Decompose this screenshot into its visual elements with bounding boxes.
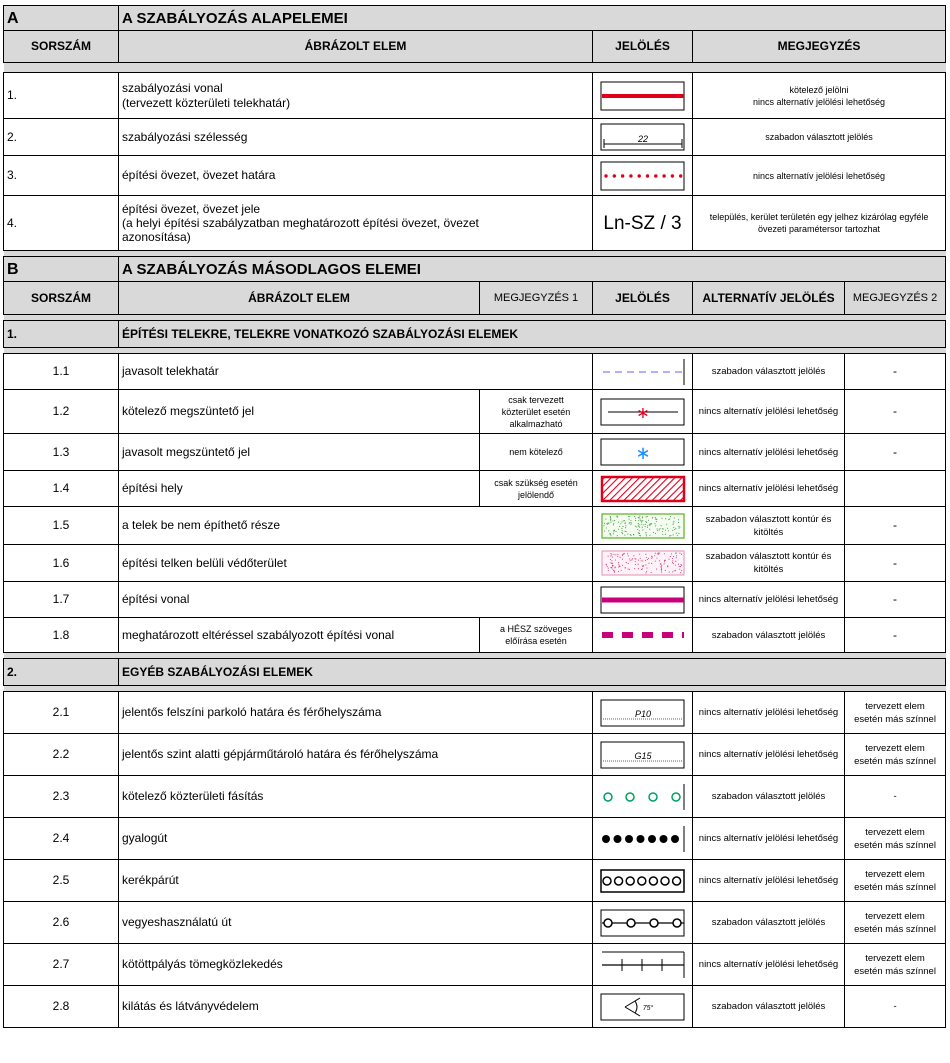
symbol-cell (593, 986, 693, 1028)
magenta-line-symbol (600, 586, 686, 614)
row-element: kilátás és látványvédelem (119, 986, 593, 1028)
green-dots-symbol (600, 511, 686, 541)
bike-path-symbol (600, 867, 686, 895)
row-element: építési övezet, övezet jele (a helyi építési szabályzatban meghatározott építési övezet, övezet azonosítása) (119, 196, 593, 251)
table-row (4, 119, 946, 156)
col-header-sorszam: SORSZÁM (4, 31, 119, 63)
note2 (845, 471, 946, 507)
row-number: 2.4 (4, 818, 119, 860)
note2: - (845, 582, 946, 618)
note2: - (845, 776, 946, 818)
red-hatch-symbol (600, 474, 686, 504)
symbol-cell (593, 902, 693, 944)
mixed-road-symbol (600, 909, 686, 937)
note2: - (845, 986, 946, 1028)
symbol-cell (593, 618, 693, 653)
row-number: 1.7 (4, 582, 119, 618)
row-number: 2.3 (4, 776, 119, 818)
row-element: vegyeshasználatú út (119, 902, 593, 944)
table-row (4, 156, 946, 196)
svg-text:∗: ∗ (635, 404, 650, 422)
section-b-letter: B (4, 257, 119, 282)
symbol-cell (593, 507, 693, 545)
symbol-cell (593, 545, 693, 582)
note2: tervezett elem esetén más színnel (845, 734, 946, 776)
dimension-symbol (600, 123, 686, 151)
table-row (4, 986, 946, 1028)
row-element: építési telken belüli védőterület (119, 545, 593, 582)
row-element: kerékpárút (119, 860, 593, 902)
alt-symbol: szabadon választott kontúr és kitöltés (693, 545, 845, 582)
rail-symbol (600, 950, 686, 980)
alt-symbol: szabadon választott kontúr és kitöltés (693, 507, 845, 545)
row-note: kötelező jelölni nincs alternatív jelölési lehetőség (693, 73, 946, 119)
alt-symbol: nincs alternatív jelölési lehetőség (693, 818, 845, 860)
row-number: 1.1 (4, 354, 119, 390)
tree-row-symbol (600, 783, 686, 811)
alt-symbol: nincs alternatív jelölési lehetőség (693, 692, 845, 734)
col-header-note: MEGJEGYZÉS (693, 31, 946, 63)
alt-symbol: szabadon választott jelölés (693, 986, 845, 1028)
symbol-cell (593, 860, 693, 902)
svg-text:∗: ∗ (634, 443, 651, 463)
group-number: 2. (4, 659, 119, 686)
alt-symbol: szabadon választott jelölés (693, 902, 845, 944)
symbol-cell (593, 354, 693, 390)
alt-symbol: nincs alternatív jelölési lehetőség (693, 390, 845, 434)
symbol-cell (593, 776, 693, 818)
row-element: építési övezet, övezet határa (119, 156, 593, 196)
symbol-cell (593, 582, 693, 618)
row-number: 2.5 (4, 860, 119, 902)
row-element: építési hely (119, 471, 480, 507)
symbol-cell (593, 390, 693, 434)
pink-dots-symbol (600, 548, 686, 578)
alt-symbol: nincs alternatív jelölési lehetőség (693, 734, 845, 776)
section-b-title: A SZABÁLYOZÁS MÁSODLAGOS ELEMEI (119, 257, 946, 282)
symbol-cell (593, 156, 693, 196)
zone-code: Ln-SZ / 3 (593, 196, 693, 251)
col-header-note2: MEGJEGYZÉS 2 (845, 282, 946, 315)
row-number: 1.2 (4, 390, 119, 434)
table-row (4, 582, 946, 618)
col-header-element: ÁBRÁZOLT ELEM (119, 31, 593, 63)
row-element: szabályozási vonal (tervezett közterületi telekhatár) (119, 73, 593, 119)
alt-symbol: nincs alternatív jelölési lehetőség (693, 860, 845, 902)
note2: tervezett elem esetén más színnel (845, 902, 946, 944)
row-number: 1.6 (4, 545, 119, 582)
note2: - (845, 354, 946, 390)
group-title: ÉPÍTÉSI TELEKRE, TELEKRE VONATKOZÓ SZABÁLYOZÁSI ELEMEK (119, 321, 946, 348)
note1: csak szükség esetén jelölendő (480, 471, 593, 507)
row-element: szabályozási szélesség (119, 119, 593, 156)
alt-symbol: szabadon választott jelölés (693, 354, 845, 390)
table-row (4, 860, 946, 902)
row-element: kötöttpályás tömegközlekedés (119, 944, 593, 986)
alt-symbol: nincs alternatív jelölési lehetőség (693, 944, 845, 986)
table-row (4, 196, 946, 251)
note2: - (845, 390, 946, 434)
note1: a HÉSZ szöveges előírása esetén (480, 618, 593, 653)
row-element: javasolt megszüntető jel (119, 434, 480, 471)
symbol-cell (593, 818, 693, 860)
row-number: 1.5 (4, 507, 119, 545)
blue-dash-symbol (600, 358, 686, 386)
row-number: 2.6 (4, 902, 119, 944)
group-number: 1. (4, 321, 119, 348)
note2: tervezett elem esetén más színnel (845, 692, 946, 734)
parking-symbol (600, 699, 686, 727)
note1: csak tervezett közterület esetén alkalmazható (480, 390, 593, 434)
row-element: a telek be nem építhető része (119, 507, 593, 545)
symbol-cell (593, 944, 693, 986)
row-element: jelentős felszíni parkoló határa és férőhelyszáma (119, 692, 593, 734)
magenta-dash-symbol (600, 621, 686, 649)
alt-symbol: nincs alternatív jelölési lehetőség (693, 471, 845, 507)
alt-symbol: nincs alternatív jelölési lehetőség (693, 434, 845, 471)
table-row (4, 434, 946, 471)
row-element: meghatározott eltéréssel szabályozott építési vonal (119, 618, 480, 653)
note2: tervezett elem esetén más színnel (845, 860, 946, 902)
note2: - (845, 507, 946, 545)
table-row (4, 944, 946, 986)
table-row (4, 818, 946, 860)
table-row (4, 507, 946, 545)
col-header-note1: MEGJEGYZÉS 1 (480, 282, 593, 315)
table-row (4, 390, 946, 434)
row-number: 1. (4, 73, 119, 119)
footpath-symbol (600, 825, 686, 853)
legend-sheet (3, 5, 945, 1028)
note2: - (845, 434, 946, 471)
row-element: gyalogút (119, 818, 593, 860)
svg-text:G15: G15 (633, 750, 652, 761)
alt-symbol: nincs alternatív jelölési lehetőség (693, 582, 845, 618)
row-number: 1.4 (4, 471, 119, 507)
row-number: 2. (4, 119, 119, 156)
row-element: építési vonal (119, 582, 593, 618)
note1: nem kötelező (480, 434, 593, 471)
row-number: 2.2 (4, 734, 119, 776)
alt-symbol: szabadon választott jelölés (693, 618, 845, 653)
table-row (4, 734, 946, 776)
row-element: jelentős szint alatti gépjárműtároló határa és férőhelyszáma (119, 734, 593, 776)
row-number: 4. (4, 196, 119, 251)
row-number: 1.8 (4, 618, 119, 653)
viewpoint-symbol (600, 993, 686, 1021)
blue-star-symbol (600, 438, 686, 466)
row-note: település, kerület területén egy jelhez kizárólag egyféle övezeti paramétersor tartozhat (693, 196, 946, 251)
table-row (4, 354, 946, 390)
symbol-cell (593, 734, 693, 776)
note2: - (845, 618, 946, 653)
symbol-cell (593, 471, 693, 507)
group-title: EGYÉB SZABÁLYOZÁSI ELEMEK (119, 659, 946, 686)
note2: tervezett elem esetén más színnel (845, 818, 946, 860)
row-number: 2.8 (4, 986, 119, 1028)
section-a-letter: A (4, 6, 119, 31)
row-note: nincs alternatív jelölési lehetőség (693, 156, 946, 196)
table-row (4, 545, 946, 582)
red-star-symbol (600, 398, 686, 426)
row-number: 2.1 (4, 692, 119, 734)
col-header-symbol: JELÖLÉS (593, 31, 693, 63)
symbol-cell (593, 692, 693, 734)
table-row (4, 902, 946, 944)
alt-symbol: szabadon választott jelölés (693, 776, 845, 818)
symbol-cell (593, 434, 693, 471)
row-element: javasolt telekhatár (119, 354, 593, 390)
col-header-sorszam: SORSZÁM (4, 282, 119, 315)
col-header-alt: ALTERNATÍV JELÖLÉS (693, 282, 845, 315)
col-header-symbol: JELÖLÉS (593, 282, 693, 315)
row-number: 2.7 (4, 944, 119, 986)
section-a-title: A SZABÁLYOZÁS ALAPELEMEI (119, 6, 946, 31)
row-number: 3. (4, 156, 119, 196)
svg-text:75°: 75° (642, 1004, 653, 1012)
dimension-label: 22 (637, 134, 648, 144)
row-number: 1.3 (4, 434, 119, 471)
table-row (4, 618, 946, 653)
note2: tervezett elem esetén más színnel (845, 944, 946, 986)
symbol-cell (593, 119, 693, 156)
table-row (4, 73, 946, 119)
svg-text:P10: P10 (634, 708, 651, 719)
legend-table (3, 5, 946, 1028)
garage-symbol (600, 741, 686, 769)
col-header-element: ÁBRÁZOLT ELEM (119, 282, 480, 315)
row-element: kötelező közterületi fásítás (119, 776, 593, 818)
red-line-symbol (600, 81, 686, 111)
table-row (4, 471, 946, 507)
red-dots-symbol (600, 161, 686, 191)
note2: - (845, 545, 946, 582)
table-row (4, 776, 946, 818)
row-note: szabadon választott jelölés (693, 119, 946, 156)
symbol-cell (593, 73, 693, 119)
row-element: kötelező megszüntető jel (119, 390, 480, 434)
table-row (4, 692, 946, 734)
